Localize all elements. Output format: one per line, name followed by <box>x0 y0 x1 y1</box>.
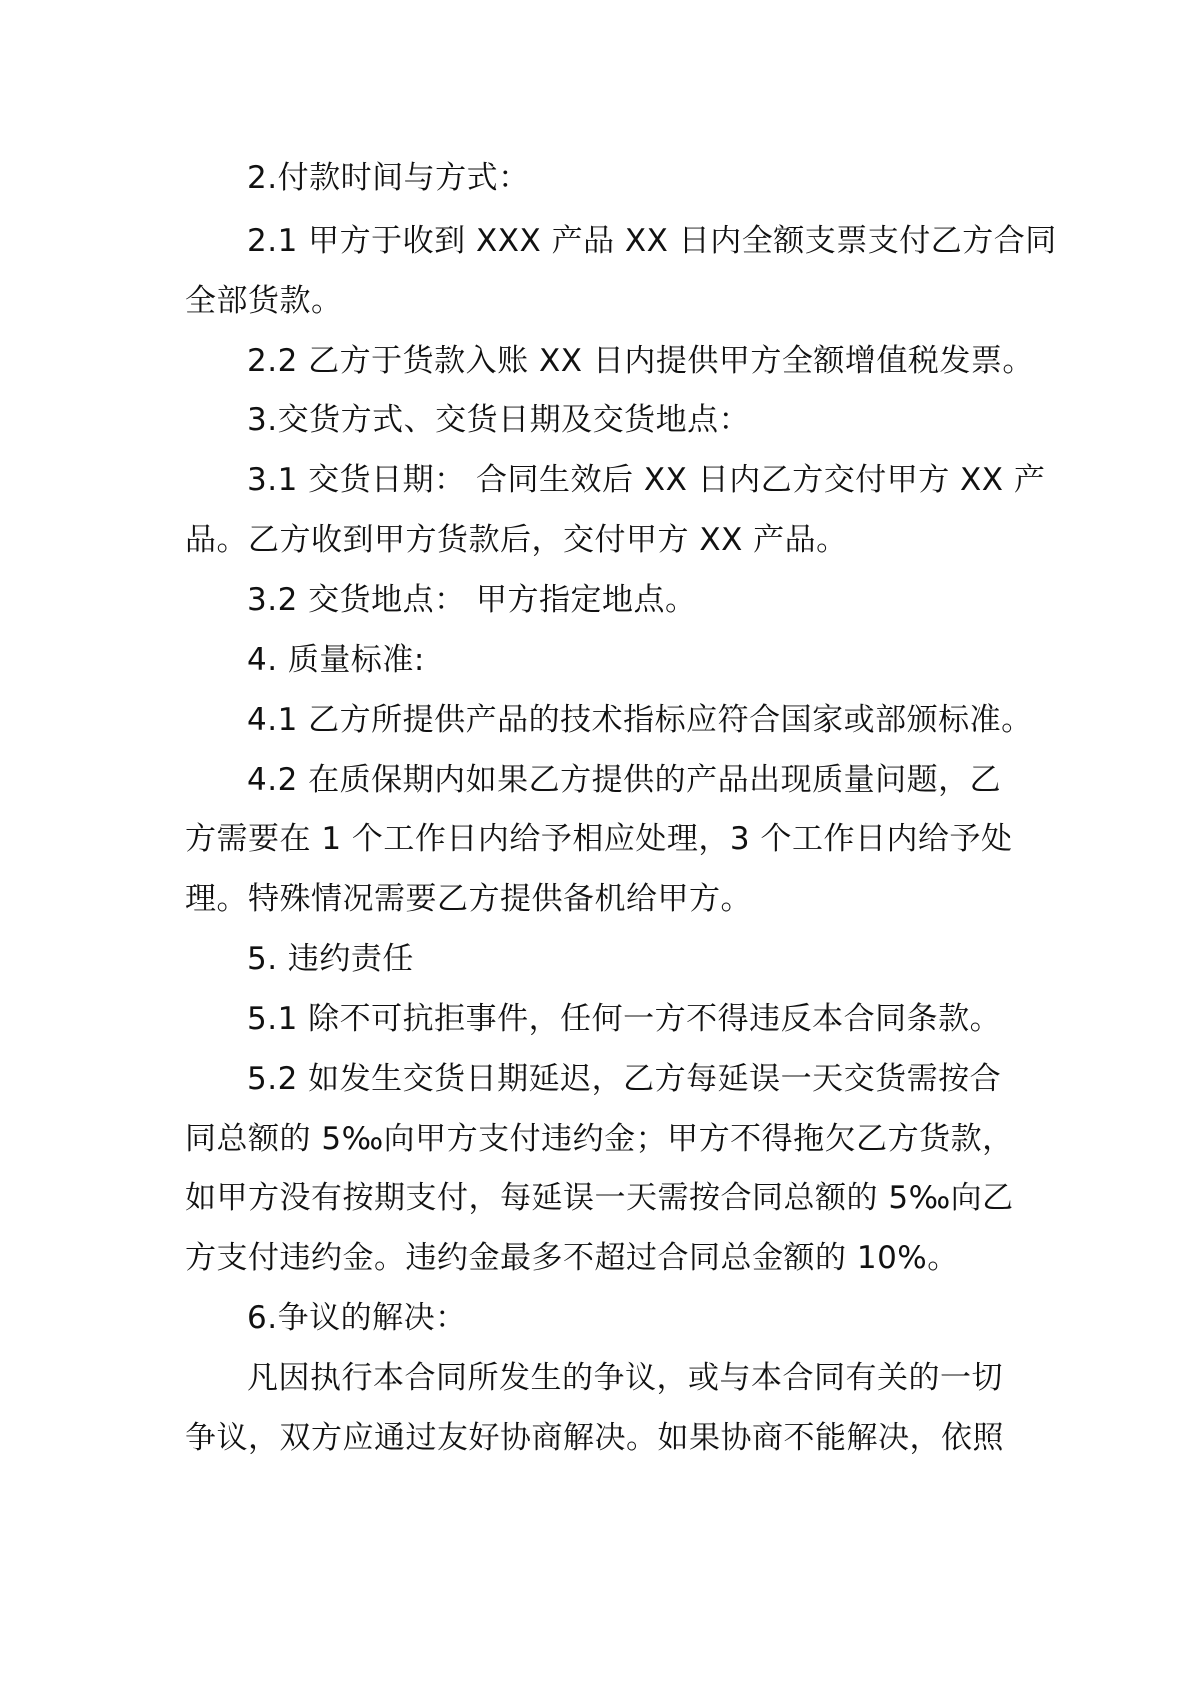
paragraph-line: 3.2 交货地点： 甲方指定地点。 <box>247 582 697 618</box>
paragraph-line: 同总额的 5‰向甲方支付违约金；甲方不得拖欠乙方货款， <box>185 1121 1014 1157</box>
paragraph-line: 5.1 除不可抗拒事件，任何一方不得违反本合同条款。 <box>247 1001 1002 1037</box>
section-heading-quality: 4. 质量标准: <box>247 642 425 678</box>
paragraph-line: 2.2 乙方于货款入账 XX 日内提供甲方全额增值税发票。 <box>247 343 1034 379</box>
paragraph-line: 品。乙方收到甲方货款后，交付甲方 XX 产品。 <box>185 522 848 558</box>
paragraph-line: 如甲方没有按期支付，每延误一天需按合同总额的 5‰向乙 <box>185 1180 1014 1216</box>
section-heading-dispute: 6.争议的解决： <box>247 1300 467 1336</box>
paragraph-line: 3.1 交货日期： 合同生效后 XX 日内乙方交付甲方 XX 产 <box>247 462 1046 498</box>
section-heading-liability: 5. 违约责任 <box>247 941 414 977</box>
paragraph-line: 理。特殊情况需要乙方提供备机给甲方。 <box>185 881 752 917</box>
paragraph-line: 凡因执行本合同所发生的争议，或与本合同有关的一切 <box>247 1360 1003 1396</box>
paragraph-line: 方支付违约金。违约金最多不超过合同总金额的 10%。 <box>185 1240 959 1276</box>
paragraph-line: 2.1 甲方于收到 XXX 产品 XX 日内全额支票支付乙方合同 <box>247 223 1057 259</box>
section-heading-payment: 2.付款时间与方式： <box>247 160 530 196</box>
section-heading-delivery: 3.交货方式、交货日期及交货地点： <box>247 402 751 438</box>
paragraph-line: 方需要在 1 个工作日内给予相应处理，3 个工作日内给予处 <box>185 821 1013 857</box>
paragraph-line: 争议，双方应通过友好协商解决。如果协商不能解决，依照 <box>185 1420 1004 1456</box>
paragraph-line: 4.1 乙方所提供产品的技术指标应符合国家或部颁标准。 <box>247 702 1033 738</box>
paragraph-line: 5.2 如发生交货日期延迟，乙方每延误一天交货需按合 <box>247 1061 1002 1097</box>
paragraph-line: 4.2 在质保期内如果乙方提供的产品出现质量问题，乙 <box>247 762 1002 798</box>
paragraph-line: 全部货款。 <box>185 283 343 319</box>
